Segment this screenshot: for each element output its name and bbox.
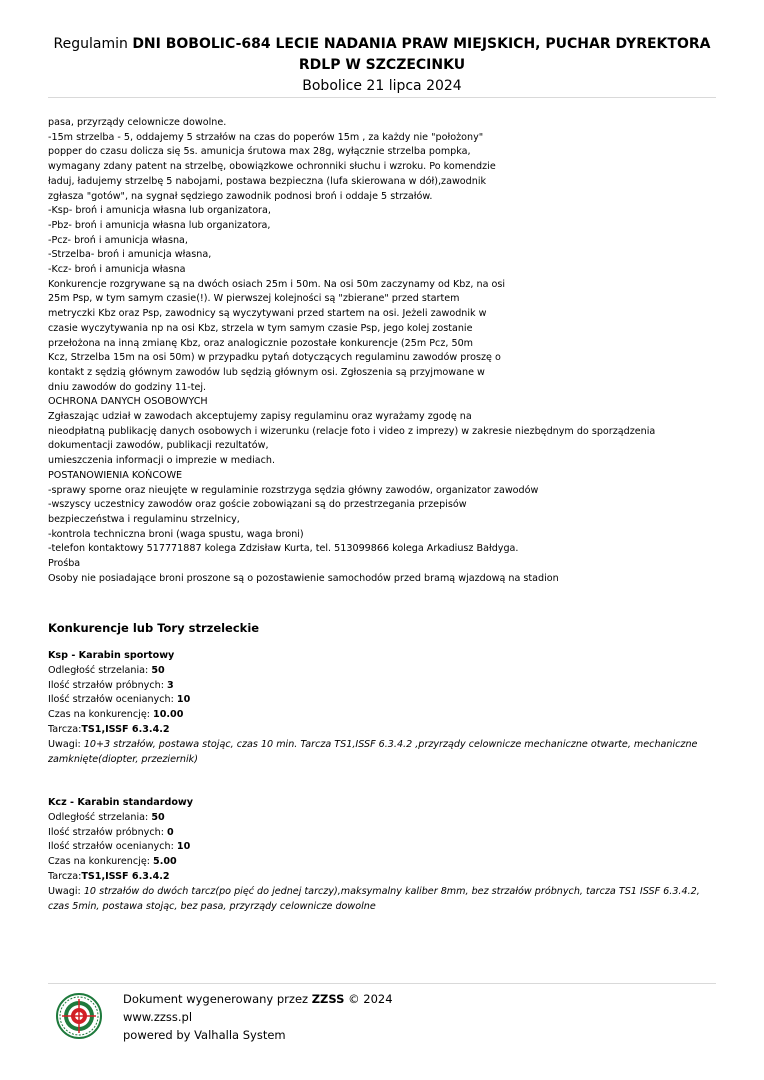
- competition-name: Ksp - Karabin sportowy: [48, 650, 175, 661]
- distance-row: Odległość strzelania: 50: [48, 811, 165, 823]
- text-line: czasie wyczytywania np na osi Kbz, strzela w tym samym czasie Psp, jego kolej zostanie: [48, 322, 473, 334]
- title-prefix: Regulamin: [53, 36, 128, 52]
- text-line: zgłasza "gotów", na sygnał sędziego zawodnik podnosi broń i oddaje 5 strzałów.: [48, 190, 433, 202]
- time-row: Czas na konkurencję: 10.00: [48, 709, 184, 721]
- text-line: pasa, przyrządy celownicze dowolne.: [48, 117, 227, 128]
- text-line: -kontrola techniczna broni (waga spustu, waga broni): [48, 528, 304, 540]
- regulation-text: [48, 116, 728, 587]
- text-line: -15m strzelba - 5, oddajemy 5 strzałów na czas do poperów 15m , za każdy nie "położony": [48, 131, 484, 143]
- text-line: dokumentacji zawodów, publikacji rezultatów,: [48, 440, 269, 452]
- text-line: popper do czasu dolicza się 5s. amunicja śrutowa max 28g, wyłącznie strzelba pompka,: [48, 146, 471, 158]
- text-line: dniu zawodów do godziny 11-tej.: [48, 381, 207, 393]
- section-title: Konkurencje lub Tory strzeleckie: [48, 621, 260, 635]
- text-line: -Pbz- broń i amunicja własna lub organizatora,: [48, 219, 271, 231]
- trial-shots-row: Ilość strzałów próbnych: 0: [48, 826, 174, 838]
- time-row: Czas na konkurencję: 5.00: [48, 856, 177, 868]
- text-line: Zgłaszając udział w zawodach akceptujemy zapisy regulaminu oraz wyrażamy zgodę na: [48, 411, 472, 423]
- text-line: -Pcz- broń i amunicja własna,: [48, 234, 188, 246]
- text-line: ładuj, ładujemy strzelbę 5 nabojami, postawa bezpieczna (lufa skierowana w dół),zawodnik: [48, 175, 487, 187]
- powered-by: powered by Valhalla System: [123, 1028, 286, 1042]
- header-divider: [48, 97, 716, 98]
- text-line: bezpieczeństwa i regulaminu strzelnicy,: [48, 513, 240, 525]
- text-line: przełożona na inną zmianę Kbz, oraz analogicznie pozostałe konkurencje (25m Pcz, 50m: [48, 337, 474, 349]
- text-line: umieszczenia informacji o imprezie w mediach.: [48, 455, 276, 467]
- text-line: -sprawy sporne oraz nieujęte w regulaminie rozstrzyga sędzia główny zawodów, organizator zawodów: [48, 484, 539, 496]
- text-line: -Ksp- broń i amunicja własna lub organizatora,: [48, 205, 271, 217]
- text-line: Konkurencje rozgrywane są na dwóch osiach 25m i 50m. Na osi 50m zaczynamy od Kbz, na osi: [48, 278, 506, 290]
- notes-row: Uwagi: 10 strzałów do dwóch tarcz(po pięć do jednej tarczy),maksymalny kaliber 8mm, bez strzałów próbnych, tarcza TS1 ISSF 6.3.4.2, czas 5min, postawa stojąc, bez pasa, przyrządy celownicze dowolne: [48, 885, 700, 912]
- target-row: Tarcza:TS1,ISSF 6.3.4.2: [48, 723, 170, 735]
- document-date: Bobolice 21 lipca 2024: [302, 78, 462, 94]
- text-line: wymagany zdany patent na strzelbę, obowiązkowe ochronniki słuchu i wzroku. Po komendzie: [48, 161, 496, 173]
- target-row: Tarcza:TS1,ISSF 6.3.4.2: [48, 870, 170, 882]
- zzss-logo-icon: [56, 993, 102, 1039]
- text-line: -Strzelba- broń i amunicja własna,: [48, 249, 212, 261]
- scored-shots-row: Ilość strzałów ocenianych: 10: [48, 841, 191, 853]
- page-header: [48, 34, 716, 96]
- competition-ksp: [48, 649, 718, 767]
- generated-by: Dokument wygenerowany przez ZZSS © 2024: [123, 992, 393, 1006]
- competition-name: Kcz - Karabin standardowy: [48, 797, 194, 808]
- text-line: 25m Psp, w tym samym czasie(!). W pierwszej kolejności są "zbierane" przed startem: [48, 293, 460, 305]
- title-line2: RDLP W SZCZECINKU: [298, 57, 466, 73]
- document-title: [48, 34, 716, 76]
- competition-kcz: [48, 796, 718, 914]
- footer-text: [123, 990, 393, 1044]
- footer-divider: [48, 983, 716, 984]
- text-line: -telefon kontaktowy 517771887 kolega Zdzisław Kurta, tel. 513099866 kolega Arkadiusz Bałdyga.: [48, 543, 519, 555]
- text-line: -wszyscy uczestnicy zawodów oraz goście zobowiązani są do przestrzegania przepisów: [48, 499, 467, 511]
- text-line: POSTANOWIENIA KOŃCOWE: [48, 469, 183, 481]
- notes-row: Uwagi: 10+3 strzałów, postawa stojąc, czas 10 min. Tarcza TS1,ISSF 6.3.4.2 ,przyrządy celownicze mechaniczne otwarte, mechaniczne zamknięte(diopter, przeziernik): [48, 738, 698, 765]
- website-link[interactable]: www.zzss.pl: [123, 1010, 193, 1024]
- distance-row: Odległość strzelania: 50: [48, 664, 165, 676]
- trial-shots-row: Ilość strzałów próbnych: 3: [48, 679, 174, 691]
- text-line: kontakt z sędzią głównym zawodów lub sędzią głównym osi. Zgłoszenia są przyjmowane w: [48, 366, 485, 378]
- scored-shots-row: Ilość strzałów ocenianych: 10: [48, 694, 191, 706]
- title-line1: DNI BOBOLIC-684 LECIE NADANIA PRAW MIEJSKICH, PUCHAR DYREKTORA: [132, 36, 711, 52]
- text-line: Kcz, Strzelba 15m na osi 50m) w przypadku pytań dotyczących regulaminu zawodów proszę o: [48, 352, 501, 364]
- text-line: nieodpłatną publikację danych osobowych i wizerunku (relacje foto i video z imprezy) w zakresie niezbędnym do sporządzenia: [48, 425, 656, 437]
- text-line: -Kcz- broń i amunicja własna: [48, 264, 186, 276]
- text-line: OCHRONA DANYCH OSOBOWYCH: [48, 396, 208, 408]
- text-line: Osoby nie posiadające broni proszone są o pozostawienie samochodów przed bramą wjazdową na stadion: [48, 572, 559, 584]
- text-line: metryczki Kbz oraz Psp, zawodnicy są wyczytywani przed startem na osi. Jeżeli zawodnik w: [48, 308, 487, 320]
- text-line: Prośba: [48, 558, 81, 570]
